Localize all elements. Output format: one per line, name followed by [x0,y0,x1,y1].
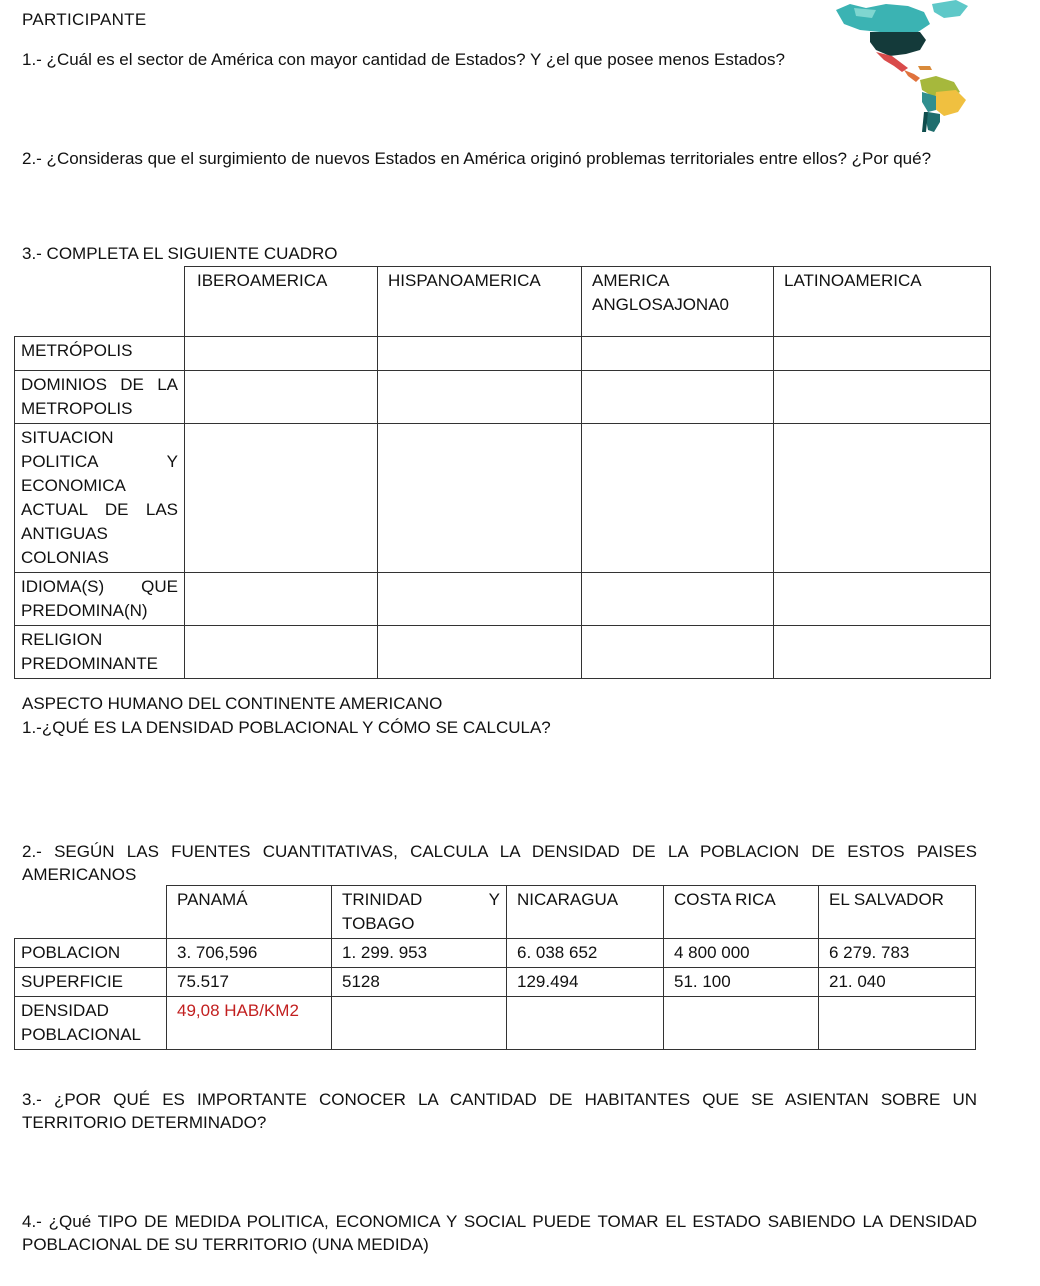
answer-cell[interactable] [378,371,582,424]
regions-col-header: LATINOAMERICA [774,267,991,337]
answer-cell[interactable] [774,626,991,679]
answer-cell[interactable] [582,371,774,424]
answer-cell[interactable] [774,371,991,424]
regions-col-header: AMERICA ANGLOSAJONA0 [582,267,774,337]
regions-table [14,266,991,679]
answer-cell[interactable] [582,573,774,626]
density-value[interactable] [507,997,664,1050]
answer-cell[interactable] [185,337,378,371]
surface-label: SUPERFICIE [15,968,167,997]
participant-label: PARTICIPANTE [22,10,147,29]
regions-row-header: DOMINIOS DE LA METROPOLIS [15,371,185,424]
question-density-definition: 1.-¿QUÉ ES LA DENSIDAD POBLACIONAL Y CÓMO SE CALCULA? [22,718,551,737]
answer-cell[interactable] [185,424,378,573]
regions-row-header: SITUACION POLITICA Y ECONOMICA ACTUAL DE LAS ANTIGUAS COLONIAS [15,424,185,573]
question-population-importance: 3.- ¿POR QUÉ ES IMPORTANTE CONOCER LA CANTIDAD DE HABITANTES QUE SE ASIENTAN SOBRE UN TERRITORIO DETERMINADO? [22,1090,977,1132]
surface-value: 75.517 [167,968,332,997]
density-value[interactable] [819,997,976,1050]
population-value: 6. 038 652 [507,939,664,968]
population-value: 4 800 000 [664,939,819,968]
answer-cell[interactable] [582,424,774,573]
regions-row-header: IDIOMA(S) QUE PREDOMINA(N) [15,573,185,626]
section-title-human-aspect: ASPECTO HUMANO DEL CONTINENTE AMERICANO [22,694,443,713]
density-value[interactable] [332,997,507,1050]
answer-cell[interactable] [774,337,991,371]
answer-cell[interactable] [185,573,378,626]
density-value[interactable]: 49,08 HAB/KM2 [167,997,332,1050]
density-table [14,885,976,1050]
regions-col-header: HISPANOAMERICA [378,267,582,337]
answer-cell[interactable] [378,626,582,679]
answer-cell[interactable] [582,337,774,371]
country-header: EL SALVADOR [819,886,976,939]
surface-value: 51. 100 [664,968,819,997]
regions-table-corner [15,267,185,337]
surface-value: 21. 040 [819,968,976,997]
density-label: DENSIDAD POBLACIONAL [15,997,167,1050]
regions-row-header: RELIGION PREDOMINANTE [15,626,185,679]
regions-col-header: IBEROAMERICA [185,267,378,337]
answer-cell[interactable] [185,626,378,679]
population-value: 3. 706,596 [167,939,332,968]
population-label: POBLACION [15,939,167,968]
answer-cell[interactable] [378,337,582,371]
population-value: 1. 299. 953 [332,939,507,968]
americas-map-image [836,0,982,132]
question-density-calculation: 2.- SEGÚN LAS FUENTES CUANTITATIVAS, CALCULA LA DENSIDAD DE LA POBLACION DE ESTOS PAISES AMERICANOS [22,842,977,884]
regions-row-header: METRÓPOLIS [15,337,185,371]
answer-cell[interactable] [378,573,582,626]
answer-cell[interactable] [774,573,991,626]
answer-cell[interactable] [582,626,774,679]
density-value[interactable] [664,997,819,1050]
question-2-territorial-problems: 2.- ¿Consideras que el surgimiento de nuevos Estados en América originó problemas territoriales entre ellos? ¿Por qué? [22,149,932,168]
surface-value: 129.494 [507,968,664,997]
answer-cell[interactable] [774,424,991,573]
answer-cell[interactable] [378,424,582,573]
question-1-states-sector: 1.- ¿Cuál es el sector de América con mayor cantidad de Estados? Y ¿el que posee menos Estados? [22,50,785,69]
answer-cell[interactable] [185,371,378,424]
country-header: TRINIDAD Y TOBAGO [332,886,507,939]
population-value: 6 279. 783 [819,939,976,968]
question-3-title: 3.- COMPLETA EL SIGUIENTE CUADRO [22,244,338,263]
country-header: PANAMÁ [167,886,332,939]
question-state-measure: 4.- ¿Qué TIPO DE MEDIDA POLITICA, ECONOMICA Y SOCIAL PUEDE TOMAR EL ESTADO SABIENDO LA DENSIDAD POBLACIONAL DE SU TERRITORIO (UNA MEDIDA) [22,1212,977,1254]
surface-value: 5128 [332,968,507,997]
country-header: COSTA RICA [664,886,819,939]
density-table-corner [15,886,167,939]
country-header: NICARAGUA [507,886,664,939]
